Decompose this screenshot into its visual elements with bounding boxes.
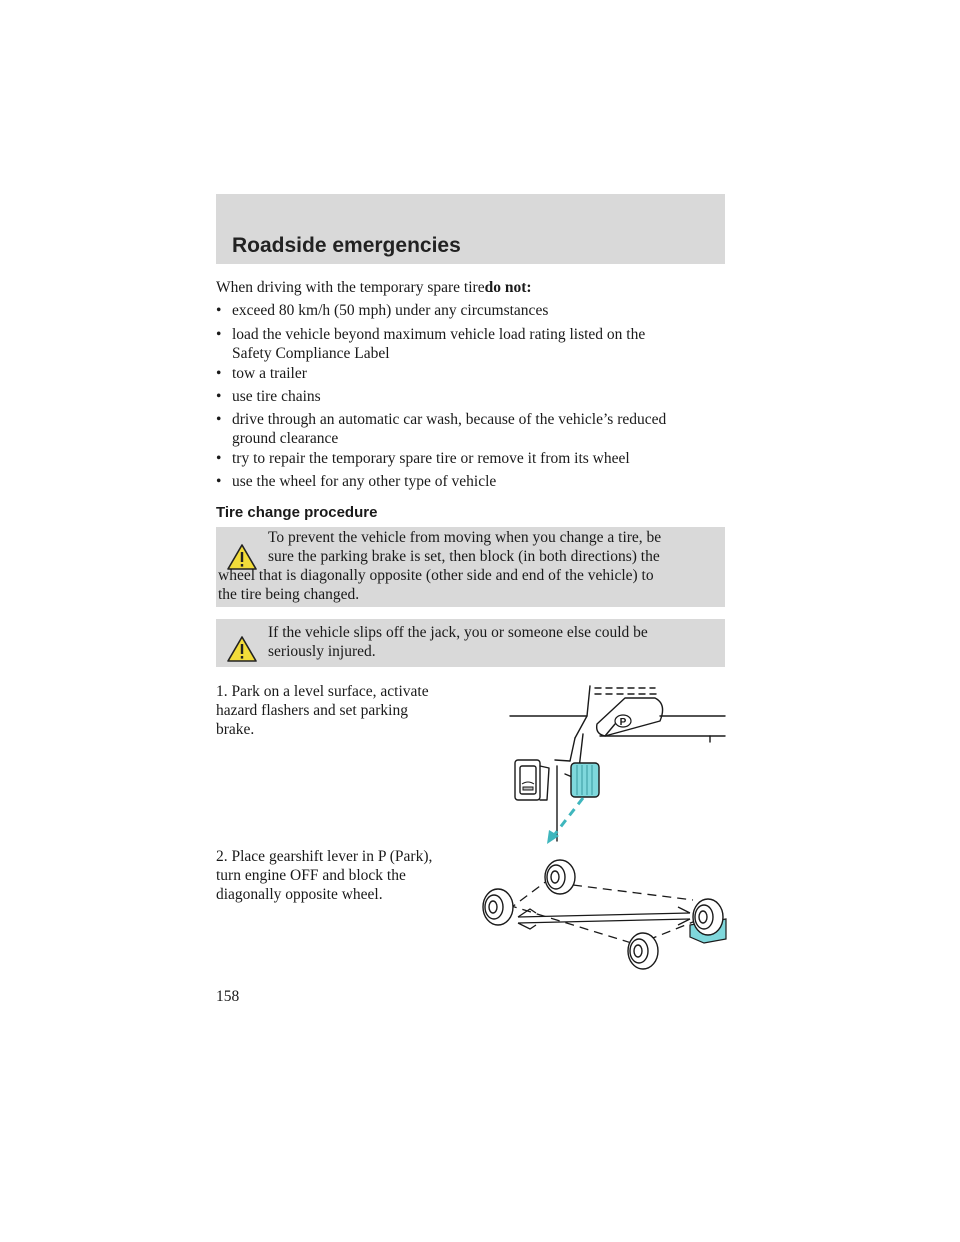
warning-text: wheel that is diagonally opposite (other side and end of the vehicle) to — [218, 567, 654, 584]
step-line: 2. Place gearshift lever in P (Park), — [216, 848, 433, 865]
list-item-text: load the vehicle beyond maximum vehicle load rating listed on the — [232, 326, 646, 343]
section-header — [216, 194, 725, 264]
warning-text: To prevent the vehicle from moving when you change a tire, be — [268, 529, 662, 546]
bullet-dot: • — [216, 302, 222, 319]
step-line: hazard flashers and set parking — [216, 702, 408, 719]
list-item-text: ground clearance — [232, 430, 339, 447]
step-line: turn engine OFF and block the — [216, 867, 406, 884]
bullet-dot: • — [216, 326, 222, 343]
step-line: diagonally opposite wheel. — [216, 886, 383, 903]
intro-text — [216, 278, 532, 297]
warning-triangle-icon — [226, 635, 258, 663]
step-line: 1. Park on a level surface, activate — [216, 683, 429, 700]
warning-text: sure the parking brake is set, then block (in both directions) the — [268, 548, 660, 565]
intro-text-main: When driving with the temporary spare tire — [216, 279, 485, 296]
section-title: Tire change procedure — [216, 504, 378, 521]
list-item-text: try to repair the temporary spare tire or remove it from its wheel — [232, 450, 630, 467]
list-item-text: exceed 80 km/h (50 mph) under any circumstances — [232, 302, 549, 319]
bullet-dot: • — [216, 388, 222, 405]
intro-emphasis: do not: — [484, 279, 532, 296]
step-text — [216, 847, 432, 904]
wheel-icon — [483, 889, 513, 925]
warning-box — [216, 527, 725, 607]
list-item-text: drive through an automatic car wash, because of the vehicle’s reduced — [232, 411, 667, 428]
bullet-dot: • — [216, 365, 222, 382]
direction-arrow — [555, 798, 583, 834]
wheel-icon — [693, 899, 723, 935]
warning-text: seriously injured. — [268, 643, 376, 660]
park-symbol-label: P — [619, 717, 627, 728]
bullet-dot: • — [216, 450, 222, 467]
park-symbol-icon — [615, 715, 631, 728]
list-item-text: use the wheel for any other type of vehicle — [232, 473, 497, 490]
wheel-block-illustration — [478, 855, 728, 980]
section-header-title: Roadside emergencies — [232, 234, 461, 257]
brake-pedal — [571, 763, 599, 797]
wheel-icon — [628, 933, 658, 969]
warning-text: If the vehicle slips off the jack, you or someone else could be — [268, 624, 648, 641]
bullet-dot: • — [216, 411, 222, 428]
parking-brake-illustration — [505, 676, 730, 846]
step-line: brake. — [216, 721, 255, 738]
list-item-text: tow a trailer — [232, 365, 307, 382]
list-item-text: use tire chains — [232, 388, 321, 405]
warning-text: the tire being changed. — [218, 586, 360, 603]
wheel-icon — [545, 860, 575, 894]
warning-box — [216, 619, 725, 667]
page-number: 158 — [216, 988, 240, 1005]
list-item-text: Safety Compliance Label — [232, 345, 390, 362]
bullet-dot: • — [216, 473, 222, 490]
step-text — [216, 682, 429, 739]
